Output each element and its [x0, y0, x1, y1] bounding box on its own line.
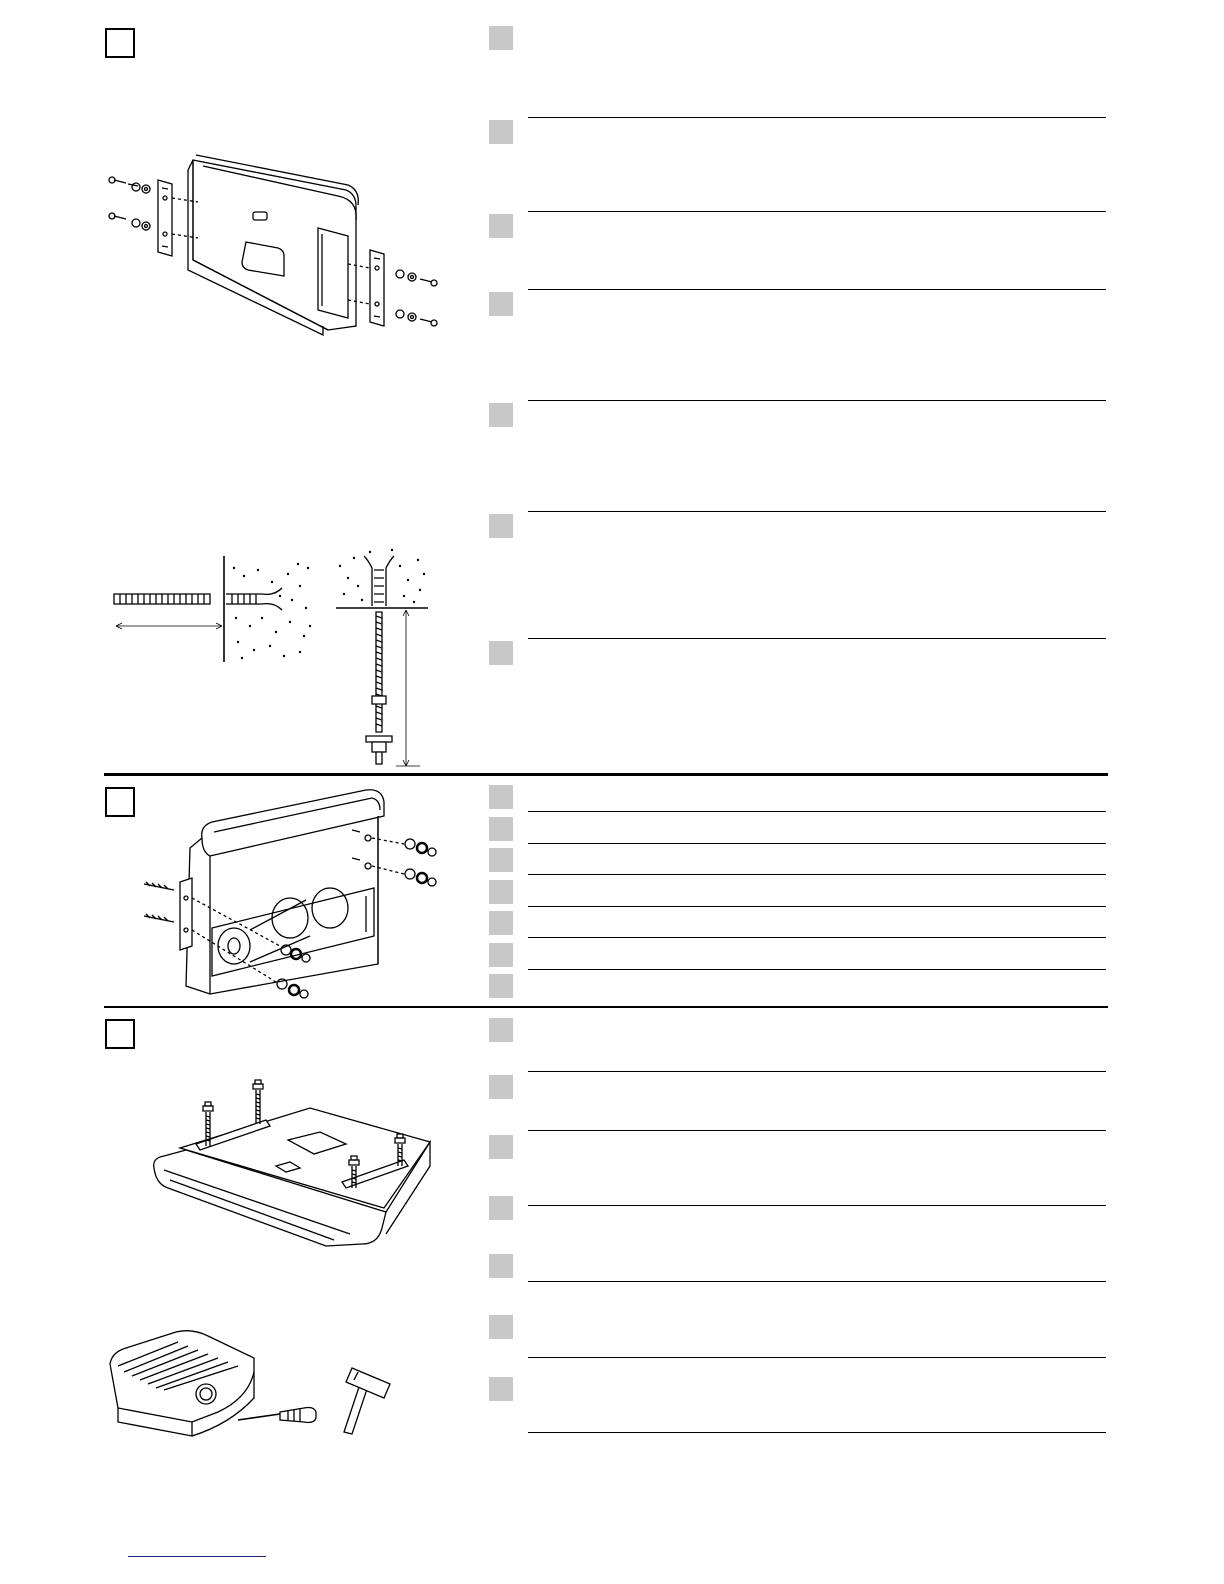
section-3-step-box: [105, 1019, 135, 1049]
section-3-step-square: [489, 1315, 513, 1339]
section-3-step-square: [489, 1018, 513, 1042]
section-3-rule: [528, 1071, 1106, 1072]
section-2-rule: [528, 811, 1106, 812]
ceiling-anchor-rod-icon: [334, 546, 430, 770]
section-2-rule: [528, 843, 1106, 844]
section-divider: [104, 1006, 1108, 1008]
section-1-rule: [528, 511, 1106, 512]
section-2-rule: [528, 969, 1106, 970]
section-3-rule: [528, 1205, 1106, 1206]
section-3-step-square: [489, 1377, 513, 1401]
section-2-step-square: [489, 974, 513, 998]
section-1-step-square: [489, 214, 513, 238]
section-3-rule: [528, 1432, 1106, 1433]
screwdriver-hammer-icon: [108, 1328, 398, 1438]
section-1-step-square: [489, 641, 513, 665]
unit-with-bolts-icon: [140, 786, 440, 1004]
section-2-rule: [528, 874, 1106, 875]
section-2-rule: [528, 906, 1106, 907]
section-divider: [104, 773, 1108, 776]
section-2-step-box: [105, 787, 135, 817]
section-1-step-square: [489, 403, 513, 427]
section-2-step-square: [489, 785, 513, 809]
section-1-rule: [528, 211, 1106, 212]
section-3-rule: [528, 1130, 1106, 1131]
section-1-step-square: [489, 292, 513, 316]
wall-plug-anchor-icon: [112, 556, 318, 666]
section-1-step-square: [489, 514, 513, 538]
section-1-step-square: [489, 120, 513, 144]
section-2-step-square: [489, 848, 513, 872]
section-1-rule: [528, 638, 1106, 639]
section-2-step-square: [489, 911, 513, 935]
unit-with-side-brackets-icon: [108, 150, 448, 340]
section-1-rule: [528, 400, 1106, 401]
section-3-rule: [528, 1281, 1106, 1282]
unit-with-threaded-rods-icon: [150, 1084, 440, 1250]
section-3-step-square: [489, 1196, 513, 1220]
section-1-step-square: [489, 26, 513, 50]
section-1-step-box: [105, 28, 135, 58]
section-1-rule: [528, 117, 1106, 118]
footer-link-underline[interactable]: [128, 1556, 266, 1557]
section-2-step-square: [489, 817, 513, 841]
section-3-step-square: [489, 1254, 513, 1278]
section-2-step-square: [489, 880, 513, 904]
section-2-step-square: [489, 943, 513, 967]
section-3-rule: [528, 1357, 1106, 1358]
section-1-rule: [528, 289, 1106, 290]
section-3-step-square: [489, 1075, 513, 1099]
section-3-step-square: [489, 1135, 513, 1159]
section-2-rule: [528, 937, 1106, 938]
